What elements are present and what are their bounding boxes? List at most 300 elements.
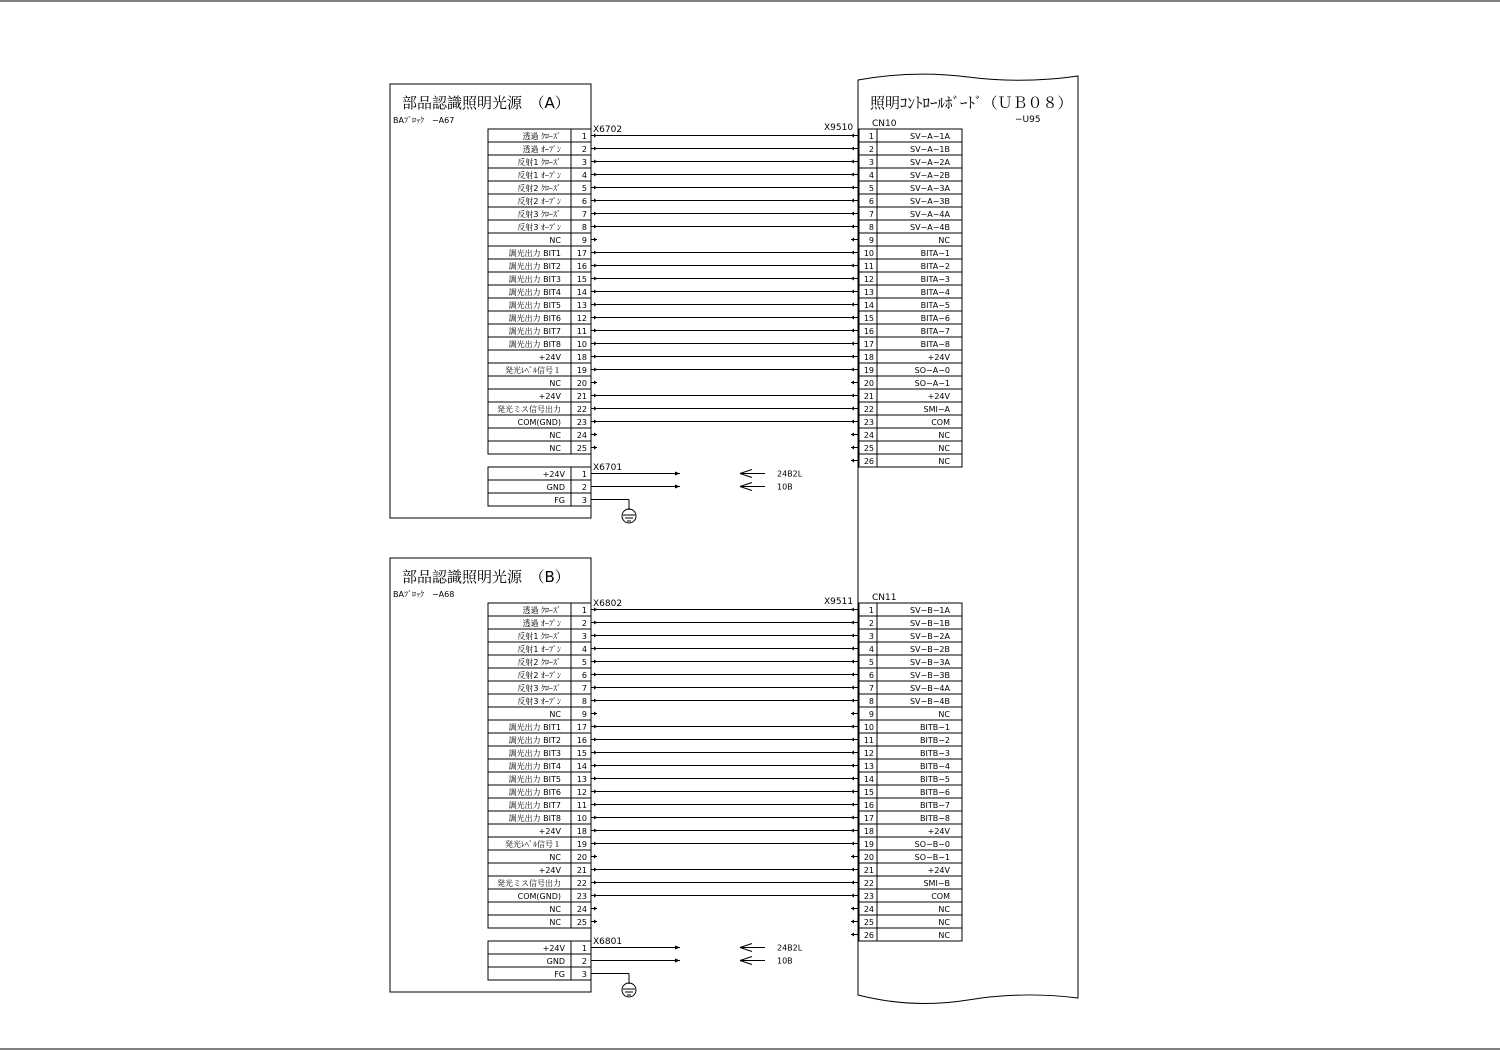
right-pin-arrow	[851, 803, 854, 807]
left-pin-label: 透過 ｵｰﾌﾟﾝ	[522, 619, 561, 628]
right-pin-number: 11	[863, 736, 874, 745]
left-pin-arrow	[594, 186, 597, 190]
right-pin-arrow	[851, 303, 854, 307]
right-pin-label: SV−A−2B	[909, 171, 950, 180]
right-pin-arrow	[851, 790, 854, 794]
right-pin-label: BITA−1	[920, 249, 950, 258]
left-pin-number: 16	[576, 736, 587, 745]
power-pin-label: +24V	[542, 470, 565, 479]
right-pin-number: 9	[868, 236, 874, 245]
right-pin-number: 25	[863, 444, 874, 453]
right-pin-arrow	[851, 134, 854, 138]
right-pin-arrow	[851, 173, 854, 177]
left-pin-label: 調光出力 BIT3	[508, 275, 561, 284]
left-pin-arrow	[594, 225, 597, 229]
left-pin-arrow	[594, 342, 597, 346]
left-pin-label: NC	[549, 379, 561, 388]
right-pin-label: NC	[938, 457, 950, 466]
left-pin-number: 16	[576, 262, 587, 271]
power-pin-number: 1	[581, 470, 587, 479]
right-pin-arrow	[851, 608, 854, 612]
right-pin-number: 24	[863, 905, 874, 914]
right-pin-number: 8	[868, 223, 874, 232]
left-pin-arrow	[594, 238, 597, 242]
right-pin-label: SV−B−3A	[909, 658, 950, 667]
left-pin-number: 6	[581, 671, 587, 680]
right-pin-label: SV−A−3B	[909, 197, 950, 206]
left-pin-label: 反射2 ｵｰﾌﾟﾝ	[517, 671, 561, 680]
left-pin-number: 19	[576, 366, 587, 375]
left-pin-number: 2	[581, 619, 587, 628]
right-pin-number: 15	[863, 788, 874, 797]
left-pin-number: 1	[581, 132, 587, 141]
left-pin-label: 反射1 ｸﾛｰｽﾞ	[517, 158, 561, 167]
left-pin-arrow	[594, 303, 597, 307]
unit-a	[390, 84, 962, 523]
left-pin-number: 14	[576, 762, 587, 771]
left-pin-label: 調光出力 BIT5	[508, 301, 561, 310]
right-pin-arrow	[851, 712, 854, 716]
left-pin-number: 7	[581, 210, 587, 219]
right-pin-label: +24V	[927, 827, 950, 836]
left-pin-number: 1	[581, 606, 587, 615]
right-pin-number: 16	[863, 801, 874, 810]
right-pin-label: BITB−4	[919, 762, 950, 771]
right-pin-label: BITA−7	[920, 327, 950, 336]
right-pin-label: BITB−3	[919, 749, 950, 758]
right-pin-number: 23	[863, 418, 874, 427]
right-pin-arrow	[851, 459, 854, 463]
left-pin-number: 6	[581, 197, 587, 206]
left-pin-label: NC	[549, 431, 561, 440]
right-pin-arrow	[851, 842, 854, 846]
left-pin-number: 22	[576, 405, 587, 414]
left-pin-label: 透過 ｵｰﾌﾟﾝ	[522, 145, 561, 154]
left-pin-arrow	[594, 738, 597, 742]
right-pin-arrow	[851, 738, 854, 742]
unit-a-main-connector: X6702	[593, 125, 623, 135]
left-pin-arrow	[594, 764, 597, 768]
power-pin-number: 2	[581, 957, 587, 966]
power-pin-number: 3	[581, 496, 587, 505]
right-pin-label: NC	[938, 905, 950, 914]
left-pin-arrow	[594, 420, 597, 424]
left-pin-arrow	[594, 725, 597, 729]
left-pin-arrow	[594, 712, 597, 716]
unit-a-cn-label: CN10	[872, 119, 897, 129]
right-pin-label: BITB−2	[919, 736, 950, 745]
right-pin-label: BITB−5	[919, 775, 950, 784]
left-pin-label: NC	[549, 236, 561, 245]
right-pin-label: BITB−8	[919, 814, 950, 823]
left-pin-number: 19	[576, 840, 587, 849]
power-pin-label: +24V	[542, 944, 565, 953]
left-pin-arrow	[594, 881, 597, 885]
right-pin-arrow	[851, 264, 854, 268]
right-pin-number: 5	[868, 658, 874, 667]
right-pin-label: BITA−6	[920, 314, 950, 323]
power-pin-label: FG	[554, 496, 565, 505]
left-pin-label: NC	[549, 918, 561, 927]
right-pin-number: 22	[863, 405, 874, 414]
right-pin-number: 21	[863, 392, 874, 401]
right-pin-number: 3	[868, 158, 874, 167]
left-pin-label: 調光出力 BIT2	[508, 262, 561, 271]
left-pin-label: 調光出力 BIT1	[508, 723, 561, 732]
right-pin-label: SO−B−0	[914, 840, 950, 849]
right-pin-arrow	[851, 212, 854, 216]
left-pin-label: NC	[549, 905, 561, 914]
left-pin-arrow	[594, 868, 597, 872]
right-pin-number: 19	[863, 840, 874, 849]
left-pin-arrow	[594, 316, 597, 320]
right-pin-number: 7	[868, 210, 874, 219]
left-pin-label: 調光出力 BIT3	[508, 749, 561, 758]
left-pin-label: COM(GND)	[517, 418, 561, 427]
right-pin-arrow	[851, 342, 854, 346]
left-pin-label: NC	[549, 853, 561, 862]
right-pin-label: BITB−6	[919, 788, 950, 797]
right-pin-arrow	[851, 751, 854, 755]
right-pin-arrow	[851, 634, 854, 638]
right-pin-label: SV−A−4A	[910, 210, 950, 219]
left-pin-number: 20	[576, 853, 587, 862]
right-pin-label: +24V	[927, 353, 950, 362]
right-pin-arrow	[851, 446, 854, 450]
right-pin-label: NC	[938, 236, 950, 245]
left-pin-number: 8	[581, 697, 587, 706]
right-pin-label: SV−B−2A	[909, 632, 950, 641]
left-pin-number: 24	[576, 905, 587, 914]
right-pin-arrow	[851, 160, 854, 164]
right-pin-label: +24V	[927, 392, 950, 401]
power-connector-table	[488, 941, 591, 980]
right-pin-arrow	[851, 621, 854, 625]
left-pin-label: 発光ミス信号出力	[497, 405, 561, 414]
left-pin-arrow	[594, 199, 597, 203]
left-pin-arrow	[594, 446, 597, 450]
right-pin-number: 10	[863, 723, 874, 732]
right-pin-number: 16	[863, 327, 874, 336]
unit-a-title: 部品認識照明光源 （A）	[402, 94, 570, 112]
left-pin-number: 23	[576, 892, 587, 901]
right-pin-number: 14	[863, 775, 874, 784]
left-pin-number: 12	[576, 314, 587, 323]
right-pin-arrow	[851, 894, 854, 898]
right-pin-number: 5	[868, 184, 874, 193]
right-pin-number: 10	[863, 249, 874, 258]
right-pin-number: 6	[868, 671, 874, 680]
right-pin-arrow	[851, 381, 854, 385]
left-pin-number: 22	[576, 879, 587, 888]
right-pin-number: 2	[868, 145, 874, 154]
right-pin-arrow	[851, 699, 854, 703]
unit-a-subtitle: BAﾌﾞﾛｯｸ −A67	[393, 116, 455, 125]
right-pin-label: SV−B−1B	[909, 619, 950, 628]
left-pin-arrow	[594, 634, 597, 638]
right-pin-number: 20	[863, 379, 874, 388]
power-destination: 24B2L	[777, 943, 803, 953]
power-pin-label: FG	[554, 970, 565, 979]
right-pin-label: SV−A−1A	[910, 132, 950, 141]
left-pin-number: 15	[576, 275, 587, 284]
right-pin-number: 1	[868, 606, 874, 615]
right-pin-number: 12	[863, 275, 874, 284]
right-pin-label: SV−A−2A	[910, 158, 950, 167]
unit-b	[390, 558, 962, 997]
right-pin-number: 17	[863, 340, 874, 349]
right-pin-number: 9	[868, 710, 874, 719]
left-pin-number: 18	[576, 827, 587, 836]
right-pin-number: 7	[868, 684, 874, 693]
right-pin-number: 14	[863, 301, 874, 310]
left-pin-label: +24V	[538, 866, 561, 875]
right-pin-label: BITA−5	[920, 301, 950, 310]
right-pin-label: BITA−3	[920, 275, 950, 284]
right-pin-label: SV−B−3B	[909, 671, 950, 680]
left-pin-label: 反射1 ｸﾛｰｽﾞ	[517, 632, 561, 641]
right-pin-label: SO−A−1	[914, 379, 950, 388]
left-pin-number: 20	[576, 379, 587, 388]
right-pin-number: 11	[863, 262, 874, 271]
left-pin-number: 4	[581, 645, 587, 654]
left-pin-label: 調光出力 BIT2	[508, 736, 561, 745]
right-pin-number: 18	[863, 827, 874, 836]
power-wire-arrow	[675, 959, 680, 963]
board-ref: −U95	[1015, 115, 1041, 125]
left-pin-arrow	[594, 277, 597, 281]
left-pin-arrow	[594, 842, 597, 846]
right-pin-number: 17	[863, 814, 874, 823]
right-pin-label: NC	[938, 931, 950, 940]
right-pin-number: 13	[863, 762, 874, 771]
left-pin-number: 4	[581, 171, 587, 180]
right-pin-arrow	[851, 816, 854, 820]
left-pin-number: 12	[576, 788, 587, 797]
left-pin-label: 反射3 ｵｰﾌﾟﾝ	[517, 223, 561, 232]
left-pin-label: 発光ﾚﾍﾞﾙ信号１	[505, 366, 561, 375]
right-pin-arrow	[851, 855, 854, 859]
unit-b-title: 部品認識照明光源 （B）	[402, 568, 570, 586]
right-pin-number: 13	[863, 288, 874, 297]
right-pin-label: COM	[931, 418, 950, 427]
left-pin-arrow	[594, 855, 597, 859]
left-pin-number: 14	[576, 288, 587, 297]
left-pin-label: 反射1 ｵｰﾌﾟﾝ	[517, 645, 561, 654]
right-pin-number: 26	[863, 931, 874, 940]
right-pin-arrow	[851, 777, 854, 781]
power-pin-label: GND	[546, 957, 565, 966]
left-pin-arrow	[594, 212, 597, 216]
left-pin-number: 3	[581, 632, 587, 641]
left-pin-number: 21	[576, 392, 587, 401]
left-pin-label: 調光出力 BIT6	[508, 314, 561, 323]
right-pin-number: 15	[863, 314, 874, 323]
left-pin-arrow	[594, 686, 597, 690]
left-pin-number: 23	[576, 418, 587, 427]
board-title: 照明ｺﾝﾄﾛｰﾙﾎﾞｰﾄﾞ（ＵＢ０８）	[870, 94, 1073, 112]
right-pin-number: 21	[863, 866, 874, 875]
left-pin-number: 11	[576, 327, 587, 336]
left-pin-arrow	[594, 368, 597, 372]
left-pin-arrow	[594, 355, 597, 359]
right-pin-label: +24V	[927, 866, 950, 875]
left-pin-arrow	[594, 790, 597, 794]
left-pin-arrow	[594, 699, 597, 703]
left-pin-arrow	[594, 407, 597, 411]
left-pin-arrow	[594, 673, 597, 677]
left-pin-number: 13	[576, 301, 587, 310]
left-pin-label: 反射3 ｸﾛｰｽﾞ	[517, 210, 561, 219]
left-pin-label: 調光出力 BIT8	[508, 814, 561, 823]
right-pin-arrow	[851, 225, 854, 229]
right-pin-number: 4	[868, 171, 874, 180]
left-pin-arrow	[594, 290, 597, 294]
unit-b-cn-label: CN11	[872, 593, 897, 603]
right-pin-arrow	[851, 407, 854, 411]
left-pin-number: 25	[576, 444, 587, 453]
right-pin-arrow	[851, 420, 854, 424]
left-pin-arrow	[594, 660, 597, 664]
right-pin-number: 3	[868, 632, 874, 641]
left-pin-label: 調光出力 BIT4	[508, 288, 561, 297]
right-pin-arrow	[851, 186, 854, 190]
right-pin-label: BITB−1	[919, 723, 950, 732]
left-pin-arrow	[594, 251, 597, 255]
left-pin-arrow	[594, 394, 597, 398]
left-pin-number: 3	[581, 158, 587, 167]
right-pin-number: 23	[863, 892, 874, 901]
right-pin-label: SMI−B	[923, 879, 950, 888]
left-pin-number: 10	[576, 340, 587, 349]
right-pin-number: 24	[863, 431, 874, 440]
left-pin-number: 13	[576, 775, 587, 784]
right-pin-label: SV−B−1A	[909, 606, 950, 615]
left-pin-arrow	[594, 329, 597, 333]
right-pin-arrow	[851, 329, 854, 333]
left-pin-number: 25	[576, 918, 587, 927]
left-pin-label: 調光出力 BIT4	[508, 762, 561, 771]
left-pin-number: 8	[581, 223, 587, 232]
left-pin-label: 透過 ｸﾛｰｽﾞ	[522, 132, 561, 141]
left-pin-number: 9	[581, 710, 587, 719]
left-pin-label: 反射2 ｸﾛｰｽﾞ	[517, 184, 561, 193]
right-pin-arrow	[851, 907, 854, 911]
right-pin-label: SV−B−2B	[909, 645, 950, 654]
power-pin-number: 3	[581, 970, 587, 979]
right-pin-label: SV−A−3A	[910, 184, 950, 193]
left-pin-label: 調光出力 BIT8	[508, 340, 561, 349]
power-destination: 10B	[777, 482, 793, 492]
right-pin-label: SV−B−4A	[909, 684, 950, 693]
right-pin-number: 4	[868, 645, 874, 654]
left-pin-label: 調光出力 BIT7	[508, 801, 561, 810]
left-pin-label: 発光ﾚﾍﾞﾙ信号１	[505, 840, 561, 849]
left-pin-number: 15	[576, 749, 587, 758]
right-pin-label: NC	[938, 444, 950, 453]
right-pin-label: NC	[938, 431, 950, 440]
right-pin-number: 19	[863, 366, 874, 375]
unit-a-board-connector: X9510	[824, 123, 854, 133]
left-pin-label: COM(GND)	[517, 892, 561, 901]
right-pin-arrow	[851, 147, 854, 151]
right-pin-arrow	[851, 394, 854, 398]
left-pin-label: 反射3 ｵｰﾌﾟﾝ	[517, 697, 561, 706]
left-pin-arrow	[594, 264, 597, 268]
right-pin-label: BITA−8	[920, 340, 950, 349]
left-pin-label: 調光出力 BIT5	[508, 775, 561, 784]
unit-a-power-connector: X6701	[593, 463, 623, 473]
right-pin-label: SO−A−0	[914, 366, 950, 375]
right-pin-arrow	[851, 238, 854, 242]
right-pin-arrow	[851, 868, 854, 872]
right-pin-label: SV−B−4B	[909, 697, 950, 706]
right-pin-arrow	[851, 368, 854, 372]
right-pin-arrow	[851, 251, 854, 255]
left-pin-label: 反射3 ｸﾛｰｽﾞ	[517, 684, 561, 693]
left-pin-label: 発光ミス信号出力	[497, 879, 561, 888]
right-pin-label: SV−A−1B	[909, 145, 950, 154]
right-pin-arrow	[851, 920, 854, 924]
right-pin-number: 2	[868, 619, 874, 628]
power-pin-number: 1	[581, 944, 587, 953]
left-pin-arrow	[594, 816, 597, 820]
power-connector-table	[488, 467, 591, 506]
right-pin-arrow	[851, 199, 854, 203]
right-pin-arrow	[851, 725, 854, 729]
left-pin-arrow	[594, 173, 597, 177]
right-pin-arrow	[851, 433, 854, 437]
unit-b-power-connector: X6801	[593, 937, 623, 947]
power-pin-label: GND	[546, 483, 565, 492]
left-pin-arrow	[594, 803, 597, 807]
left-pin-number: 5	[581, 658, 587, 667]
right-pin-label: SMI−A	[923, 405, 950, 414]
power-wire-arrow	[675, 485, 680, 489]
right-pin-arrow	[851, 316, 854, 320]
right-pin-number: 12	[863, 749, 874, 758]
left-pin-label: 反射1 ｵｰﾌﾟﾝ	[517, 171, 561, 180]
unit-b-subtitle: BAﾌﾞﾛｯｸ −A68	[393, 590, 455, 599]
right-pin-arrow	[851, 686, 854, 690]
left-pin-arrow	[594, 381, 597, 385]
right-pin-label: NC	[938, 918, 950, 927]
left-pin-arrow	[594, 160, 597, 164]
left-pin-label: 反射2 ｵｰﾌﾟﾝ	[517, 197, 561, 206]
left-pin-arrow	[594, 647, 597, 651]
left-pin-arrow	[594, 751, 597, 755]
left-pin-number: 18	[576, 353, 587, 362]
right-pin-number: 8	[868, 697, 874, 706]
right-pin-label: NC	[938, 710, 950, 719]
control-board-outline	[858, 74, 1078, 1003]
right-pin-arrow	[851, 660, 854, 664]
right-pin-arrow	[851, 673, 854, 677]
left-pin-label: +24V	[538, 353, 561, 362]
right-pin-label: SO−B−1	[914, 853, 950, 862]
right-pin-label: BITB−7	[919, 801, 950, 810]
left-pin-number: 10	[576, 814, 587, 823]
right-pin-arrow	[851, 933, 854, 937]
left-pin-arrow	[594, 433, 597, 437]
right-pin-number: 25	[863, 918, 874, 927]
right-pin-arrow	[851, 355, 854, 359]
left-pin-number: 2	[581, 145, 587, 154]
power-pin-number: 2	[581, 483, 587, 492]
left-pin-label: 調光出力 BIT7	[508, 327, 561, 336]
right-pin-arrow	[851, 764, 854, 768]
left-pin-label: 透過 ｸﾛｰｽﾞ	[522, 606, 561, 615]
